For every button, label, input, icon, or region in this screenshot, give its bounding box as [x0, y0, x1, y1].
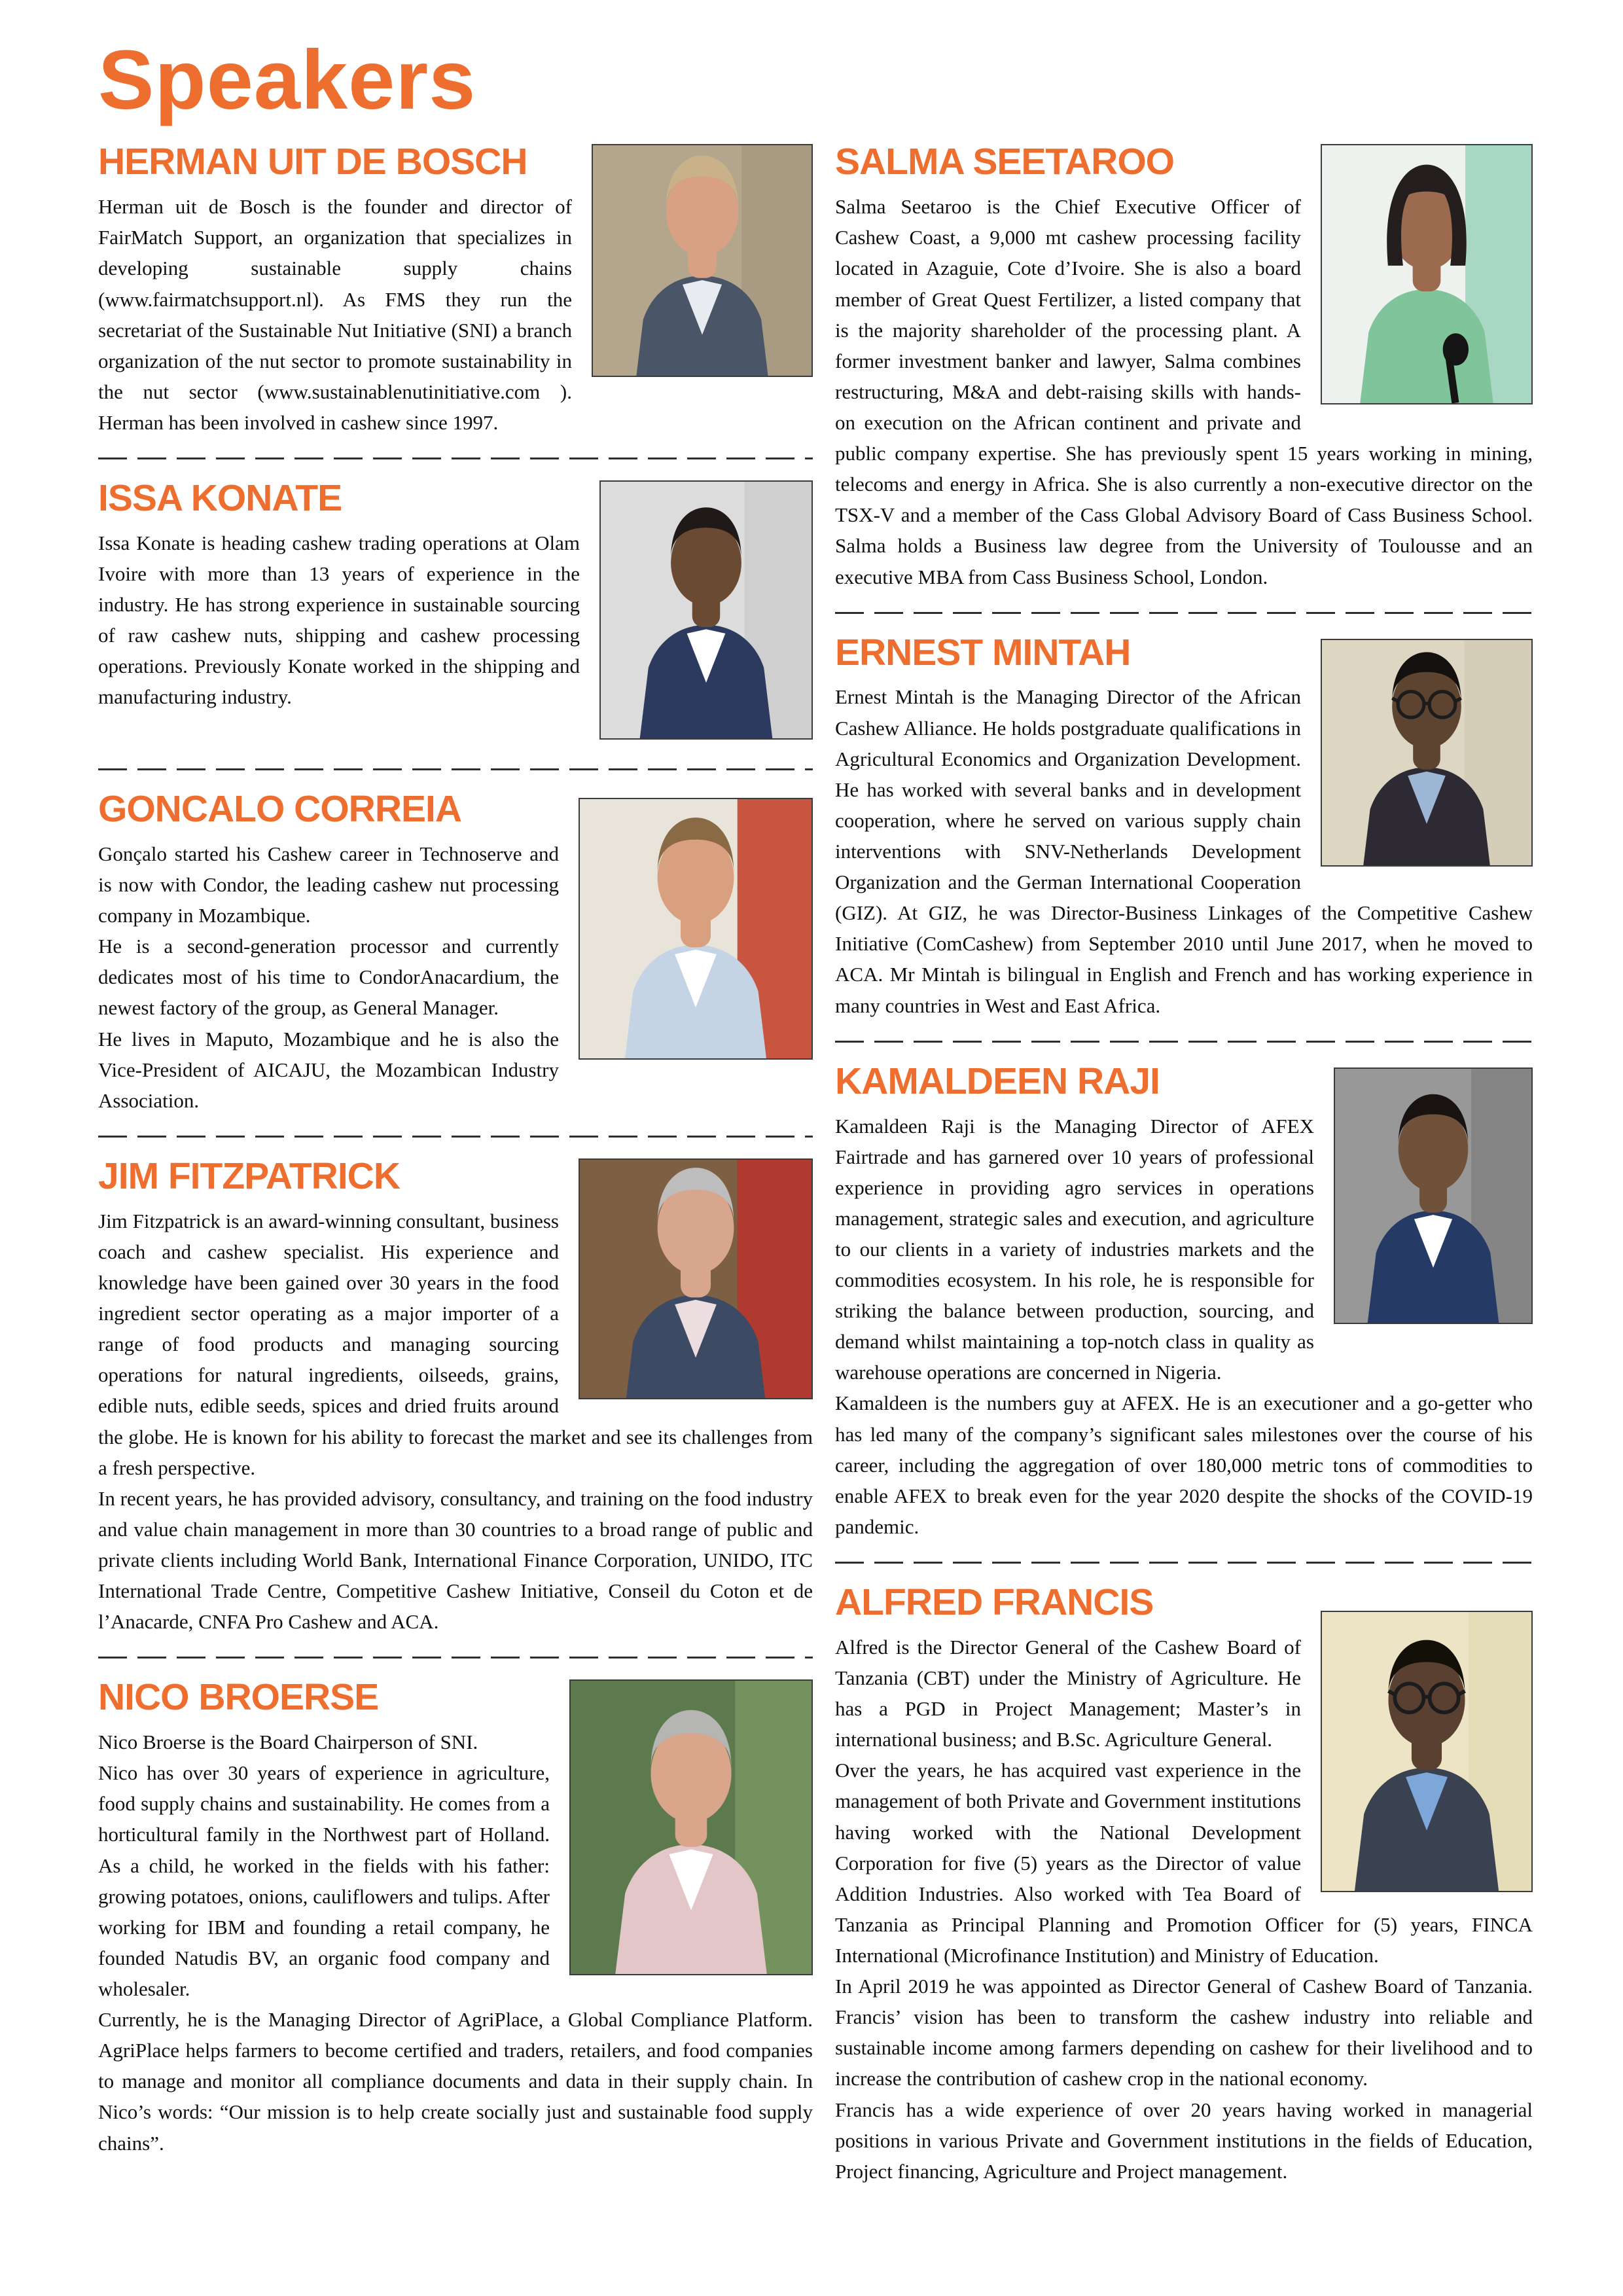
- section-separator: [98, 1136, 813, 1138]
- speaker-bio-paragraph: In April 2019 he was appointed as Director General of Cashew Board of Tanzania. Francis’ vision has been to transform the cashew industry into reliable and sustainable income among farmers depending on cashew for their livelihood and to increase the contribution of cashew crop in the national economy.: [835, 1975, 1533, 2090]
- left-column: [98, 141, 813, 2158]
- speaker-bio-paragraph: Kamaldeen is the numbers guy at AFEX. He is an executioner and a go-getter who has led many of the company’s significant sales milestones over the course of his career, including the aggregation of over 180,000 metric tons of commodities to enable AFEX to break even for the year 2020 despite the shocks of the COVID-19 pandemic.: [835, 1391, 1533, 1538]
- speaker-name: ALFRED FRANCIS: [835, 1581, 1154, 1624]
- speaker-bio-paragraph: Jim Fitzpatrick is an award-winning consultant, business coach and cashew specialist. His experience and knowledge have been gained over 30 years in the food ingredient sector operating as a major importer of a range of food products and managing sourcing operations for natural ingredients, oilseeds, grains, edible nuts, edible seeds, spices and dried fruits around the globe. He is known for his ability to forecast the market and see its challenges from a fresh perspective.: [98, 1209, 813, 1479]
- speaker-bio-paragraph: Salma Seetaroo is the Chief Executive Officer of Cashew Coast, a 9,000 mt cashew processing facility located in Azaguie, Cote d’Ivoire. She is also a board member of Great Quest Fertilizer, a listed company that is the majority shareholder of the processing plant. A former investment banker and lawyer, Salma combines restructuring, M&A and debt-raising skills with hands-on execution on the African continent and private and public company expertise. She has previously spent 15 years working in mining, telecoms and energy in Africa. She is also currently a non-executive director on the TSX-V and a member of the Cass Global Advisory Board of Cass Business School. Salma holds a Business law degree from the University of Toulousse and an executive MBA from Cass Business School, London.: [835, 195, 1533, 588]
- section-separator: [835, 1041, 1533, 1043]
- speaker-bio-paragraph: In recent years, he has provided advisory, consultancy, and training on the food industry and value chain management in more than 30 countries to a broad range of public and private clients including World Bank, International Finance Corporation, UNIDO, ITC International Trade Centre, Competitive Cashew Initiative, Conseil du Coton et de l’Anacarde, CNFA Pro Cashew and ACA.: [98, 1486, 813, 1634]
- speaker-section: [98, 1677, 813, 2158]
- speaker-name: KAMALDEEN RAJI: [835, 1060, 1160, 1102]
- speaker-photo: [1321, 1611, 1533, 1892]
- speaker-photo: [592, 144, 813, 377]
- speaker-name: ISSA KONATE: [98, 477, 342, 520]
- speaker-section: [98, 1156, 813, 1637]
- speaker-section: [98, 141, 813, 438]
- section-separator: [98, 768, 813, 770]
- speaker-name: ERNEST MINTAH: [835, 631, 1131, 673]
- speaker-photo: [569, 1679, 813, 1975]
- two-column-layout: [98, 141, 1533, 2186]
- speaker-bio-paragraph: Kamaldeen Raji is the Managing Director of AFEX Fairtrade and has garnered over 10 years of professional experience in providing agro services in operations management, strategic sales and execution, and agriculture to our clients in a variety of industries markets and the commodities ecosystem. In his role, he is responsible for striking the balance between production, sourcing, and demand whilst maintaining a top-notch class in quality as warehouse operations are concerned in Nigeria.: [835, 1114, 1314, 1384]
- speaker-bio-paragraph: Francis has a wide experience of over 20 years having worked in managerial positions in various Private and Government institutions in the fields of Education, Project financing, Agriculture and Project management.: [835, 2098, 1533, 2183]
- speaker-bio-paragraph: Issa Konate is heading cashew trading operations at Olam Ivoire with more than 13 years of experience in the industry. He has strong experience in sustainable sourcing of raw cashew nuts, shipping and cashew processing operations. Previously Konate worked in the shipping and manufacturing industry.: [98, 531, 580, 709]
- speaker-photo: [579, 1158, 813, 1399]
- section-separator: [835, 612, 1533, 614]
- right-column: [835, 141, 1533, 2186]
- speaker-bio-paragraph: Alfred is the Director General of the Cashew Board of Tanzania (CBT) under the Ministry of Agriculture. He has a PGD in Project Management; Master’s in international business; and B.Sc. Agriculture General.: [835, 1635, 1301, 1751]
- speaker-bio-paragraph: He lives in Maputo, Mozambique and he is also the Vice-President of AICAJU, the Mozambican Industry Association.: [98, 1027, 559, 1112]
- speaker-section: [835, 1061, 1533, 1542]
- section-separator: [98, 1657, 813, 1659]
- speaker-section: [835, 141, 1533, 592]
- speaker-name: HERMAN UIT DE BOSCH: [98, 141, 527, 183]
- speaker-photo: [1334, 1067, 1533, 1324]
- speaker-bio-paragraph: Gonçalo started his Cashew career in Technoserve and is now with Condor, the leading cashew nut processing company in Mozambique.: [98, 842, 559, 927]
- speaker-section: [98, 478, 813, 749]
- section-separator: [98, 457, 813, 459]
- speaker-bio-paragraph: Over the years, he has acquired vast experience in the management of both Private and Government institutions having worked with the National Development Corporation for five (5) years as the Director of value Addition Industries. Also worked with Tea Board of Tanzania as Principal Planning and Promotion Officer for (5) years, FINCA International (Microfinance Institution) and Ministry of Education.: [835, 1759, 1533, 1967]
- speaker-section: [98, 789, 813, 1116]
- speaker-photo: [1321, 639, 1533, 867]
- speaker-photo: [599, 480, 813, 740]
- section-separator: [835, 1562, 1533, 1564]
- page-title: Speakers: [98, 33, 476, 127]
- speaker-bio-paragraph: Currently, he is the Managing Director of AgriPlace, a Global Compliance Platform. AgriPlace helps farmers to become certified and traders, retailers, and food companies to manage and monitor all compliance documents and data in their supply chain. In Nico’s words: “Our mission is to help create socially just and sustainable food supply chains”.: [98, 2008, 813, 2155]
- speaker-section: [835, 1582, 1533, 2187]
- speaker-bio-paragraph: Ernest Mintah is the Managing Director of the African Cashew Alliance. He holds postgraduate qualifications in Agricultural Economics and Organization Development. He has worked with several banks and in development cooperation, where he served on various supply chain interventions with SNV-Netherlands Development Organization and the German International Cooperation (GIZ). At GIZ, he was Director-Business Linkages of the Competitive Cashew Initiative (ComCashew) from September 2010 until June 2017, when he moved to ACA. Mr Mintah is bilingual in English and French and has working experience in many countries in West and East Africa.: [835, 685, 1533, 1017]
- speaker-photo: [1321, 144, 1533, 404]
- speaker-bio-paragraph: Herman uit de Bosch is the founder and director of FairMatch Support, an organization that specializes in developing sustainable supply chains (www.fairmatchsupport.nl). As FMS they run the secretariat of the Sustainable Nut Initiative (SNI) a branch organization of the nut sector to promote sustainability in the nut sector (www.sustainablenutinitiative.com ). Herman has been involved in cashew since 1997.: [98, 195, 572, 434]
- speaker-name: NICO BROERSE: [98, 1676, 379, 1719]
- speaker-name: SALMA SEETAROO: [835, 141, 1175, 183]
- speaker-bio-paragraph: Nico has over 30 years of experience in agriculture, food supply chains and sustainability. He comes from a horticultural family in the Northwest part of Holland. As a child, he worked in the fields with his father: growing potatoes, onions, cauliflowers and tulips. After working for IBM and founding a retail company, he founded Natudis BV, an organic food company and wholesaler.: [98, 1761, 550, 2000]
- speaker-photo: [579, 798, 813, 1060]
- speaker-bio-paragraph: Nico Broerse is the Board Chairperson of SNI.: [98, 1731, 478, 1754]
- speaker-name: GONCALO CORREIA: [98, 788, 461, 831]
- speaker-section: [835, 632, 1533, 1021]
- speaker-bio-paragraph: He is a second-generation processor and currently dedicates most of his time to CondorAnacardium, the newest factory of the group, as General Manager.: [98, 935, 559, 1020]
- speaker-name: JIM FITZPATRICK: [98, 1155, 401, 1197]
